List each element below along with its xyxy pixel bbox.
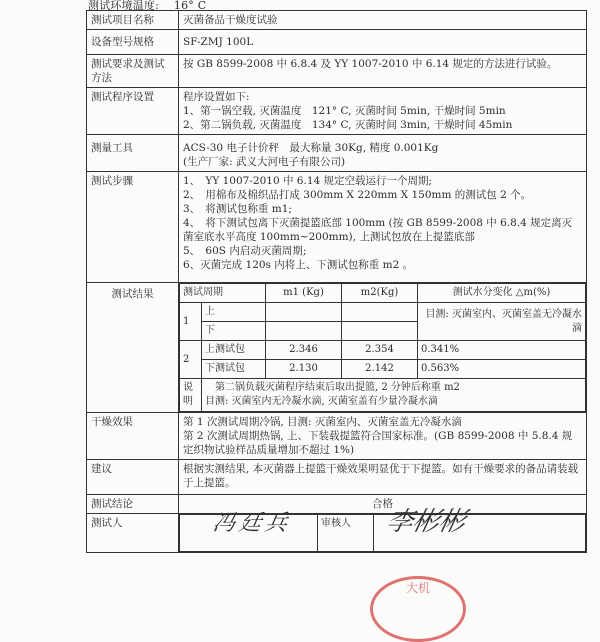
requirement-label: 测试要求及测试方法 [87, 55, 179, 88]
header-cycle: 测试周期 [180, 284, 266, 303]
cycle-number: 1 [180, 303, 202, 341]
step-line: 6、灭菌完成 120s 内将上、下测试包称重 m2 。 [183, 259, 414, 271]
tester-signature [180, 511, 318, 552]
steps-value [179, 172, 587, 283]
test-report-table [86, 10, 587, 553]
row-dry-effect [87, 413, 587, 460]
dry-label: 干燥效果 [87, 413, 179, 460]
tester-label: 测试人 [87, 514, 179, 553]
conclusion-label: 测试结论 [87, 495, 179, 514]
reviewer-signature-text: 李彬彬 [383, 507, 469, 537]
cycle2-lower-m1: 2.130 [266, 360, 342, 379]
results-label: 测试结果 [87, 283, 179, 413]
cycle1-upper: 上 [202, 303, 266, 322]
tester-signature-text: 冯廷兵 [210, 511, 294, 536]
item-value: 灭菌备品干燥度试验 [179, 11, 587, 30]
explain-label: 说明 [180, 379, 202, 412]
cycle1-lower: 下 [202, 322, 266, 341]
advice-label: 建议 [87, 460, 179, 495]
cycle-number: 2 [180, 341, 202, 379]
header-m2: m2(Kg) [342, 284, 418, 303]
env-value: 16° C [173, 0, 207, 12]
row-results [87, 283, 587, 413]
row-program [87, 88, 587, 135]
dry-line: 第 1 次测试周期冷锅, 目测: 灭菌室内、灭菌室盖无冷凝水滴 [183, 416, 462, 428]
conclusion-value: 合格 [179, 495, 587, 514]
signature-table [179, 507, 586, 552]
env-label: 测试环境温度: [88, 0, 160, 12]
results-row [180, 360, 586, 379]
header-dm: 测试水分变化 △m(%) [418, 284, 586, 303]
program-label: 测试程序设置 [87, 88, 179, 135]
row-advice [87, 460, 587, 495]
cycle2-upper-name: 上测试包 [202, 341, 266, 360]
step-line: 2、 用棉布及棉织品打成 300mm X 220mm X 150mm 的测试包 2 个。 [183, 189, 532, 201]
program-line: 程序设置如下: [183, 91, 250, 103]
dry-line: 第 2 次测试周期热锅, 上、下装载提篮符合国家标准。(GB 8599-2008 中 5.8.4 规定织物试验样品质量增加不超过 1%) [183, 430, 573, 456]
reviewer-signature [374, 507, 586, 552]
model-label: 设备型号规格 [87, 30, 179, 55]
tool-line: (生产厂家: 武义大河电子有限公司) [183, 156, 346, 168]
results-header [180, 284, 586, 303]
row-conclusion [87, 495, 587, 514]
results-table [179, 283, 586, 412]
tool-line: ACS-30 电子计价秤 最大称量 30Kg, 精度 0.001Kg [183, 142, 439, 154]
explain-text [202, 379, 586, 412]
program-line: 2、第二锅负载, 灭菌温度 134° C, 灭菌时间 3min, 干燥时间 45min [183, 119, 513, 131]
steps-label: 测试步骤 [87, 172, 179, 283]
cycle2-upper-m1: 2.346 [266, 341, 342, 360]
tool-value [179, 135, 587, 172]
results-cell [179, 283, 587, 413]
signature-cell [179, 507, 587, 553]
reviewer-label: 审核人 [318, 515, 374, 552]
cycle2-upper-dm: 0.341% [418, 341, 586, 360]
results-row [180, 303, 586, 322]
dry-value [179, 413, 587, 460]
item-label: 测试项目名称 [87, 11, 179, 30]
advice-value: 根据实测结果, 本灭菌器上提篮干燥效果明显优于下提篮。如有干燥要求的备品请装载于上提篮。 [179, 460, 587, 495]
row-requirement [87, 55, 587, 88]
step-line: 1、 YY 1007-2010 中 6.14 规定空载运行一个周期; [183, 175, 433, 187]
step-line: 3、 将测试包称重 m1; [183, 203, 292, 215]
cycle2-lower-name: 下测试包 [202, 360, 266, 379]
cycle2-lower-m2: 2.142 [342, 360, 418, 379]
results-explain-row [180, 379, 586, 412]
row-model [87, 30, 587, 55]
row-steps [87, 172, 587, 283]
cycle1-note: 目测: 灭菌室内、灭菌室盖无冷凝水滴 [418, 303, 586, 341]
row-item [87, 11, 587, 30]
program-value [179, 88, 587, 135]
header-m1: m1 (Kg) [266, 284, 342, 303]
results-row [180, 341, 586, 360]
requirement-value: 按 GB 8599-2008 中 6.8.4 及 YY 1007-2010 中 6.14 规定的方法进行试验。 [179, 55, 587, 88]
step-line: 5、 60S 内启动灭菌周期; [183, 245, 307, 257]
stamp-text: 大机 [405, 581, 430, 595]
cycle2-upper-m2: 2.354 [342, 341, 418, 360]
tool-label: 测量工具 [87, 135, 179, 172]
row-signatures [87, 514, 587, 553]
program-line: 1、第一锅空载, 灭菌温度 121° C, 灭菌时间 5min, 干燥时间 5min [183, 105, 506, 117]
step-line: 4、 将下测试包离下灭菌提篮底部 100mm (按 GB 8599-2008 中 6.8.4 规定离灭菌室底水平高度 100mm~200mm), 上测试包放在上提篮底部 [183, 217, 573, 243]
red-seal-stamp [370, 576, 466, 642]
model-value: SF-ZMJ 100L [179, 30, 587, 55]
cycle2-lower-dm: 0.563% [418, 360, 586, 379]
explain-line: 第二锅负载灭菌程序结束后取出提篮, 2 分钟后称重 m2 [205, 382, 460, 393]
explain-line: 目测: 灭菌室内无冷凝水滴, 灭菌室盖有少量冷凝水滴 [205, 396, 438, 407]
row-tool [87, 135, 587, 172]
